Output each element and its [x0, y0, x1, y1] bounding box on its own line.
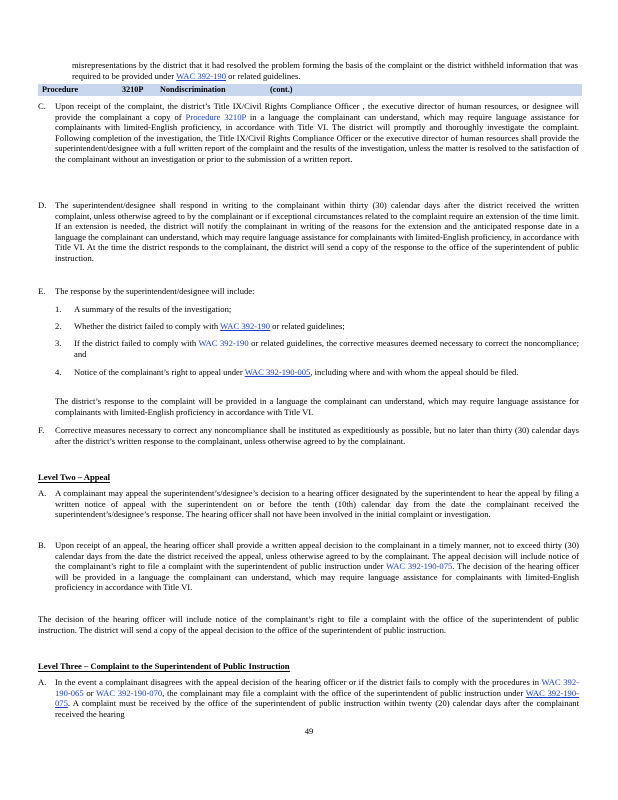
para-f-text: Corrective measures necessary to correct any noncompliance shall be instituted as expeditiously as possible, but no later than thirty (30) calendar days after the district’s written response to the complainant, unless otherwise agreed to by the complainant.	[55, 425, 579, 446]
page-number: 49	[304, 726, 314, 736]
level-two-closing: The decision of the hearing officer will include notice of the complainant’s right to file a complaint with the office of the superintendent of public instruction. The district will send a copy of the appeal decision to the office of the superintendent of public instruction.	[38, 614, 579, 635]
procedure-title: Nondiscrimination	[160, 85, 226, 94]
wac-link[interactable]: WAC 392-190	[198, 338, 249, 348]
para-f-label: F.	[38, 425, 45, 435]
para-d-label: D.	[38, 200, 47, 210]
list-item-number: 3.	[55, 338, 62, 348]
level-two-heading: Level Two – Appeal	[38, 472, 111, 482]
para-e-label: E.	[38, 286, 46, 296]
para-c-label: C.	[38, 101, 46, 111]
list-item: Whether the district failed to comply with WAC 392-190 or related guidelines;	[74, 321, 345, 331]
list-item: A summary of the results of the investigation;	[74, 304, 232, 314]
wac-link[interactable]: WAC 392-190-070	[96, 687, 163, 698]
list-item-number: 4.	[55, 367, 62, 377]
wac-link[interactable]: WAC 392-190-005	[244, 367, 311, 377]
wac-link[interactable]: WAC 392-190	[176, 70, 227, 81]
level-two-b-text: Upon receipt of an appeal, the hearing officer shall provide a written appeal decision to the complainant in a timely manner, not to exceed thirty (30) calendar days from the date the district received the appeal, unless otherwise agreed to by the complainant. The appeal decision will include notice of the complainant’s right to file a complaint with the superintendent of public instruction under WAC 392-190-075. The decision of the hearing officer will be provided in a language the complainant can understand, which may require language assistance for complainants with limited-English proficiency in accordance with Title VI.	[55, 540, 580, 593]
level-two-a-text: A complainant may appeal the superintendent’s/designee’s decision to a hearing officer designated by the superintendent to hear the appeal by filing a written notice of appeal with the superintendent on or before the tenth (10th) calendar day from the date the complainant received the superintendent’s/designee’s response. The hearing officer shall not have been involved in the initial complaint or investigation.	[55, 488, 579, 520]
procedure-link[interactable]: Procedure 3210P	[185, 111, 246, 122]
level-two-a-label: A.	[38, 488, 47, 498]
para-e-intro: The response by the superintendent/designee will include:	[55, 286, 255, 296]
list-item-number: 2.	[55, 321, 62, 331]
list-item: Notice of the complainant’s right to appeal under WAC 392-190-005, including where and with whom the appeal should be filed.	[74, 367, 519, 377]
procedure-number: 3210P	[122, 85, 144, 94]
level-three-heading: Level Three – Complaint to the Superintendent of Public Instruction	[38, 661, 290, 671]
para-d-text: The superintendent/designee shall respond in writing to the complainant within thirty (30) calendar days after the district received the written complaint, unless otherwise agreed to by the complainant or if exceptional circumstances related to the complaint require an extension of the time limit. If an extension is needed, the district will notify the complainant in writing of the reasons for the extension and the anticipated response date in a language the complainant can understand, which may require language assistance for complainants with limited-English proficiency, in accordance with Title VI. At the time the district responds to the complainant, the district will send a copy of the response to the office of the superintendent of public instruction.	[55, 200, 579, 263]
wac-link[interactable]: WAC 392-190-075	[386, 561, 453, 572]
level-two-b-label: B.	[38, 540, 46, 550]
level-three-a-text: In the event a complainant disagrees with the appeal decision of the hearing officer or if the district fails to comply with the procedures in WAC 392-190-065 or WAC 392-190-070, the complainant may file a complaint with the office of the superintendent of public instruction under WAC 392-190-075. A complaint must be received by the office of the superintendent of public instruction within twenty (20) calendar days after the complainant received the hearing	[55, 677, 580, 719]
para-c-text: Upon receipt of the complaint, the district’s Title IX/Civil Rights Compliance Officer , the executive director of human resources, or designee will provide the complainant a copy of Procedure 3210P in a language the complainant can understand, which may require language assistance for complainants with limited-English proficiency, in accordance with Title VI. The district will promptly and thoroughly investigate the complaint. Following completion of the investigation, the Title IX/Civil Rights Compliance Officer or the executive director of human resources shall provide the superintendent/designee with a full written report of the complaint and the results of the investigation, unless the matter is resolved to the satisfaction of the complainant without an investigation or prior to the submission of a written report.	[55, 101, 579, 164]
list-item: If the district failed to comply with WAC 392-190 or related guidelines, the corrective measures deemed necessary to correct the noncompliance; and	[74, 338, 579, 359]
level-three-a-label: A.	[38, 677, 47, 687]
list-item-number: 1.	[55, 304, 62, 314]
wac-link[interactable]: WAC 392-190-075	[55, 687, 580, 709]
continuation-paragraph: misrepresentations by the district that it had resolved the problem forming the basis of the complaint or the district withheld information that was required to be provided under WAC 392-190 or related guidelines.	[72, 60, 578, 81]
wac-link[interactable]: WAC 392-190	[220, 321, 271, 331]
procedure-label: Procedure	[42, 85, 79, 94]
procedure-cont: (cont.)	[270, 85, 293, 94]
procedure-header-bar	[38, 84, 582, 96]
para-e-closing: The district’s response to the complaint will be provided in a language the complainant can understand, which may require language assistance for complainants with limited-English proficiency in accordance with Title VI.	[55, 396, 579, 417]
wac-link[interactable]: WAC 392-190-065	[55, 677, 579, 698]
